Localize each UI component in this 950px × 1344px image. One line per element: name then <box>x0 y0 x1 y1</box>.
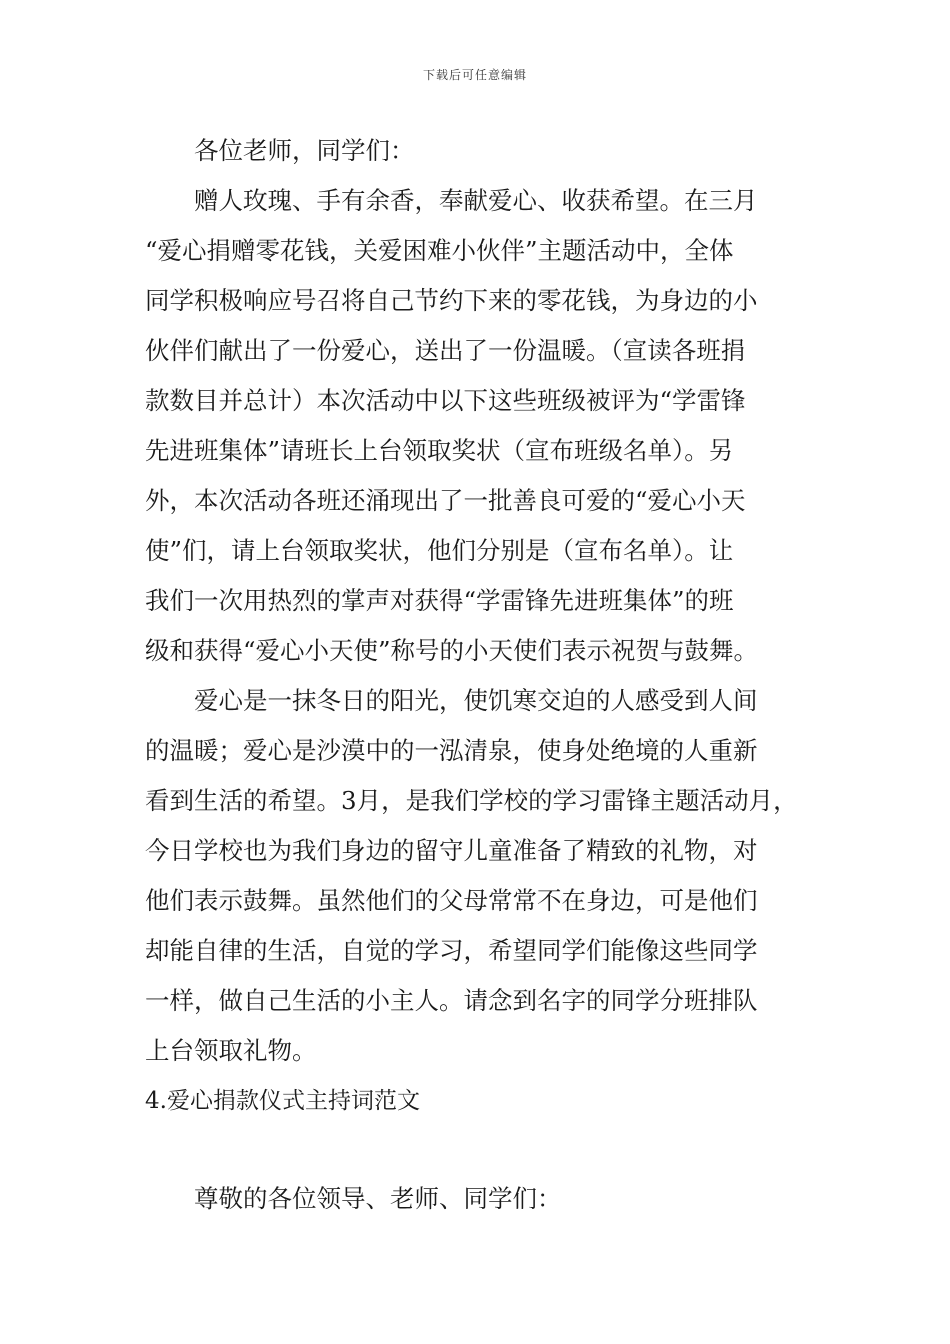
paragraph-line: “爱心捐赠零花钱，关爱困难小伙伴”主题活动中，全体 <box>145 236 734 265</box>
greeting-2: 尊敬的各位领导、老师、同学们： <box>194 1184 562 1213</box>
paragraph-line: 外，本次活动各班还涌现出了一批善良可爱的“爱心小天 <box>145 486 746 515</box>
paragraph-2 <box>145 676 805 1076</box>
paragraph-1 <box>145 176 805 676</box>
section-heading: 4.爱心捐款仪式主持词范文 <box>145 1088 420 1114</box>
paragraph-line: 先进班集体”请班长上台领取奖状（宣布班级名单）。另 <box>145 436 734 465</box>
paragraph-line: 款数目并总计）本次活动中以下这些班级被评为“学雷锋 <box>145 386 746 415</box>
paragraph-line: 他们表示鼓舞。虽然他们的父母常常不在身边，可是他们 <box>145 886 758 915</box>
paragraph-line: 却能自律的生活，自觉的学习，希望同学们能像这些同学 <box>145 936 758 965</box>
paragraph-line: 级和获得“爱心小天使”称号的小天使们表示祝贺与鼓舞。 <box>145 636 759 665</box>
paragraph-line: 我们一次用热烈的掌声对获得“学雷锋先进班集体”的班 <box>145 586 734 615</box>
document-body <box>145 126 805 1224</box>
paragraph-line: 看到生活的希望。3月，是我们学校的学习雷锋主题活动月， <box>145 786 798 815</box>
paragraph-line: 赠人玫瑰、手有余香，奉献爱心、收获希望。在三月 <box>194 186 758 215</box>
paragraph-line: 使”们，请上台领取奖状，他们分别是（宣布名单）。让 <box>145 536 734 565</box>
spacer <box>145 1126 805 1174</box>
paragraph-line: 上台领取礼物。 <box>145 1036 317 1065</box>
greeting: 各位老师，同学们： <box>194 136 415 165</box>
paragraph-line: 伙伴们献出了一份爱心，送出了一份温暖。（宣读各班捐 <box>145 336 746 365</box>
paragraph-line: 同学积极响应号召将自己节约下来的零花钱，为身边的小 <box>145 286 758 315</box>
paragraph-line: 的温暖；爱心是沙漠中的一泓清泉，使身处绝境的人重新 <box>145 736 758 765</box>
paragraph-line: 爱心是一抹冬日的阳光，使饥寒交迫的人感受到人间 <box>194 686 758 715</box>
paragraph-line: 今日学校也为我们身边的留守儿童准备了精致的礼物，对 <box>145 836 758 865</box>
page-header: 下载后可任意编辑 <box>422 68 527 82</box>
paragraph-line: 一样，做自己生活的小主人。请念到名字的同学分班排队 <box>145 986 758 1015</box>
